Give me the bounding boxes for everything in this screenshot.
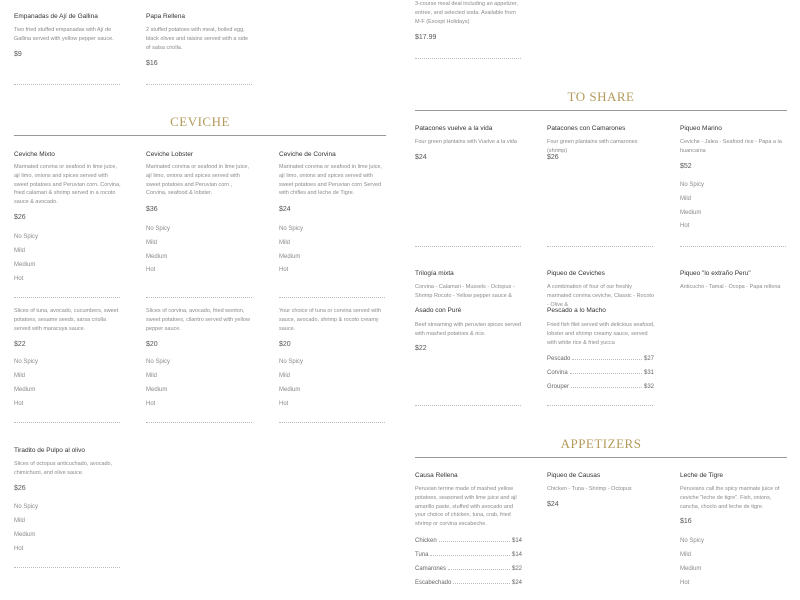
item-name: Ceviche Lobster: [146, 151, 193, 158]
dot-leader: [572, 359, 642, 360]
spice-option[interactable]: No Spicy: [14, 504, 39, 510]
spice-option[interactable]: Medium: [14, 387, 36, 393]
item-description: Marinated corvina or seafood in lime juice, ají limo, onions and spices served with sweet potatoes and Peruvian corn Served with chifles and leche de Tigre.: [279, 164, 383, 197]
item-name: Tiradito de Pulpo al olivo: [14, 447, 85, 454]
item-description: Slices of tuna, avocado, cucumbers, sweet potatoes, sesame seeds, sarsa criolla served with maracuya sauce.: [14, 308, 119, 332]
spice-option[interactable]: Medium: [14, 262, 36, 268]
price-value: $22: [511, 566, 522, 572]
spice-option[interactable]: Mild: [680, 552, 692, 558]
section-rule: [14, 135, 386, 136]
divider: [14, 297, 120, 298]
item-description: Corvina - Calamari - Mussels - Octopus - Shrimp Rocoto - Yellow pepper sauce &: [415, 284, 515, 299]
spice-option[interactable]: Hot: [279, 401, 289, 407]
item-price: $36: [146, 206, 158, 213]
dot-leader: [439, 541, 510, 542]
item-price: $26: [14, 485, 26, 492]
item-description: Beef streaming with peruvian spices served with mashed potatoes & rice.: [415, 322, 522, 337]
section-rule: [415, 457, 787, 458]
spice-option[interactable]: No Spicy: [680, 538, 705, 544]
divider: [146, 422, 252, 423]
dot-leader: [448, 569, 510, 570]
spice-option[interactable]: Medium: [279, 254, 301, 260]
item-name: Patacones vuelve a la vida: [415, 125, 493, 132]
spice-option[interactable]: Hot: [680, 580, 690, 586]
item-description: Marinated corvina or seafood in lime juice, ají limo, onions and spices served with sweet potatoes and Peruvian corn , Corvina, seafood & lobster.: [146, 164, 250, 197]
item-price: $26: [14, 214, 26, 221]
spice-option[interactable]: No Spicy: [279, 226, 304, 232]
spice-option[interactable]: Mild: [680, 196, 692, 202]
price-value: $14: [511, 552, 522, 558]
section-rule: [415, 110, 787, 111]
item-description: Ceviche - Jalea - Seafood rice - Papa a la huancaína: [680, 139, 782, 154]
spice-option[interactable]: Medium: [146, 254, 168, 260]
item-description: Two fried stuffed empanadas with Ají de Gallina served with yellow pepper sauce.: [14, 27, 114, 42]
spice-option[interactable]: Medium: [14, 532, 36, 538]
item-price: $17.99: [415, 34, 437, 41]
divider: [547, 246, 653, 247]
item-price: $9: [14, 51, 22, 58]
section-title-to-share: TO SHARE: [567, 89, 635, 104]
item-name: Asado con Puré: [415, 307, 462, 314]
item-description: Chicken - Tuna - Shrimp - Octopus: [547, 486, 632, 492]
divider: [14, 84, 120, 85]
dot-leader: [453, 583, 510, 584]
dot-leader: [430, 555, 510, 556]
item-description: Anticucho - Tamal - Ocopa - Papa rellena: [680, 284, 781, 290]
spice-option[interactable]: Hot: [146, 267, 156, 273]
item-description: 3-course meal deal including an appetizer, entree, and selected soda. Available from M-F (Except Holidays): [415, 1, 519, 25]
item-description: Your choice of tuna or corvina served with sauce, avocado, shrimp & rocoto creamy sauce.: [279, 308, 381, 332]
item-price: $24: [279, 206, 291, 213]
price-label: Grouper: [547, 384, 570, 390]
item-description: Four green plantains with camarones (shrimp): [547, 139, 638, 154]
dot-leader: [571, 387, 642, 388]
item-description: Marinated corvina or seafood in lime juice, ají limo, onions and spices served with sweet potatoes and Peruvian corn. Corvina, fried calamari & shrimp served in a rocoto sauce & avocado.: [14, 164, 121, 206]
item-description: Peruvians call the spicy marinate juice of ceviche "leche de tigre". Fish, onions, cancha, choclo and leche de tigre.: [680, 486, 780, 510]
dot-leader: [570, 373, 642, 374]
item-name: Ceviche de Corvina: [279, 151, 336, 158]
price-row: [415, 566, 522, 572]
item-description: Slices of octopus anticuchado, avocado, chimichurri, and olive sauce.: [14, 461, 113, 476]
price-value: $31: [643, 370, 654, 376]
spice-option[interactable]: Hot: [146, 401, 156, 407]
spice-option[interactable]: Mild: [14, 518, 26, 524]
spice-option[interactable]: Medium: [146, 387, 168, 393]
spice-option[interactable]: Mild: [279, 373, 291, 379]
price-value: $27: [643, 356, 654, 362]
item-description: A combination of four of our freshly marinated corvina ceviche, Classic - Rocoto - Olive &: [547, 284, 654, 308]
price-row: [547, 384, 654, 390]
spice-option[interactable]: Mild: [14, 373, 26, 379]
item-name: Trilogía mixta: [415, 270, 454, 277]
item-name: Piqueo "lo extraño Peru": [680, 270, 751, 277]
item-price: $26: [547, 154, 559, 161]
divider: [279, 297, 385, 298]
section-title-ceviche: CEVICHE: [170, 114, 230, 129]
spice-option[interactable]: No Spicy: [279, 359, 304, 365]
divider: [14, 567, 120, 568]
price-value: $32: [643, 384, 654, 390]
item-price: $16: [146, 60, 158, 67]
item-description: Slices of corvina, avocado, fried wonton, sweet potatoes, cilantro served with yellow pepper sauce.: [146, 308, 250, 332]
price-row: [415, 552, 522, 558]
item-price: $22: [14, 341, 26, 348]
divider: [415, 58, 521, 59]
item-price: $20: [279, 341, 291, 348]
item-name: Papa Rellena: [146, 13, 186, 20]
divider: [547, 405, 653, 406]
spice-option[interactable]: No Spicy: [14, 234, 39, 240]
divider: [146, 297, 252, 298]
item-name: Ceviche Mixto: [14, 151, 55, 158]
spice-option[interactable]: No Spicy: [14, 359, 39, 365]
price-label: Corvina: [547, 370, 568, 376]
item-name: Piqueo de Causas: [547, 472, 601, 479]
item-description: Four green plantains with Vuelve a la vida: [415, 139, 517, 145]
spice-option[interactable]: Hot: [14, 401, 24, 407]
price-row: [415, 538, 522, 544]
item-name: Piqueo de Ceviches: [547, 270, 605, 277]
item-name: Patacones con Camarones: [547, 125, 626, 132]
price-label: Camarones: [415, 566, 447, 572]
item-price: $22: [415, 345, 427, 352]
item-name: Piqueo Marino: [680, 125, 722, 132]
price-row: [547, 370, 654, 376]
item-price: $16: [680, 518, 692, 525]
divider: [415, 246, 521, 247]
divider: [680, 246, 786, 247]
divider: [14, 422, 120, 423]
price-label: Escabechado: [415, 580, 452, 586]
spice-option[interactable]: Hot: [279, 267, 289, 273]
price-value: $14: [511, 538, 522, 544]
spice-option[interactable]: Medium: [680, 210, 702, 216]
spice-option[interactable]: Mild: [279, 240, 291, 246]
section-title-appetizers: APPETIZERS: [560, 436, 642, 451]
spice-option[interactable]: Hot: [14, 276, 24, 282]
price-row: [415, 580, 522, 586]
price-label: Chicken: [415, 538, 437, 544]
item-name: Leche de Tigre: [680, 472, 724, 479]
item-price: $24: [547, 501, 559, 508]
price-label: Pescado: [547, 356, 571, 362]
spice-option[interactable]: No Spicy: [146, 226, 171, 232]
price-label: Tuna: [415, 552, 429, 558]
item-price: $52: [680, 163, 692, 170]
item-name: Causa Rellena: [415, 472, 458, 479]
item-name: Empanadas de Ají de Gallina: [14, 13, 98, 20]
item-price: $24: [415, 154, 427, 161]
spice-option[interactable]: Medium: [680, 566, 702, 572]
spice-option[interactable]: Medium: [279, 387, 301, 393]
divider: [415, 405, 521, 406]
spice-option[interactable]: No Spicy: [680, 182, 705, 188]
spice-option[interactable]: No Spicy: [146, 359, 171, 365]
item-price: $20: [146, 341, 158, 348]
divider: [146, 84, 252, 85]
spice-option[interactable]: Mild: [146, 240, 158, 246]
item-description: Fried fish filet served with delicious seafood, lobster and shrimp creamy sauce, served with white rice & fried yucca: [547, 322, 655, 346]
item-name: Pescado a lo Macho: [547, 307, 606, 314]
spice-option[interactable]: Hot: [14, 546, 24, 552]
spice-option[interactable]: Mild: [146, 373, 158, 379]
divider: [279, 422, 385, 423]
price-value: $24: [511, 580, 522, 586]
spice-option[interactable]: Mild: [14, 248, 26, 254]
price-row: [547, 356, 654, 362]
item-description: Peruvian terrine made of mashed yellow potatoes, seasoned with lime juice and ají amarillo paste, stuffed with avocado and your choice of chicken, tuna, crab, fried shrimp or corvina escabeche.: [415, 486, 517, 528]
item-description: 2 stuffed potatoes with meat, boiled egg, black olives and raisins served with a side of salsa criolla.: [146, 27, 249, 51]
spice-option[interactable]: Hot: [680, 223, 690, 229]
